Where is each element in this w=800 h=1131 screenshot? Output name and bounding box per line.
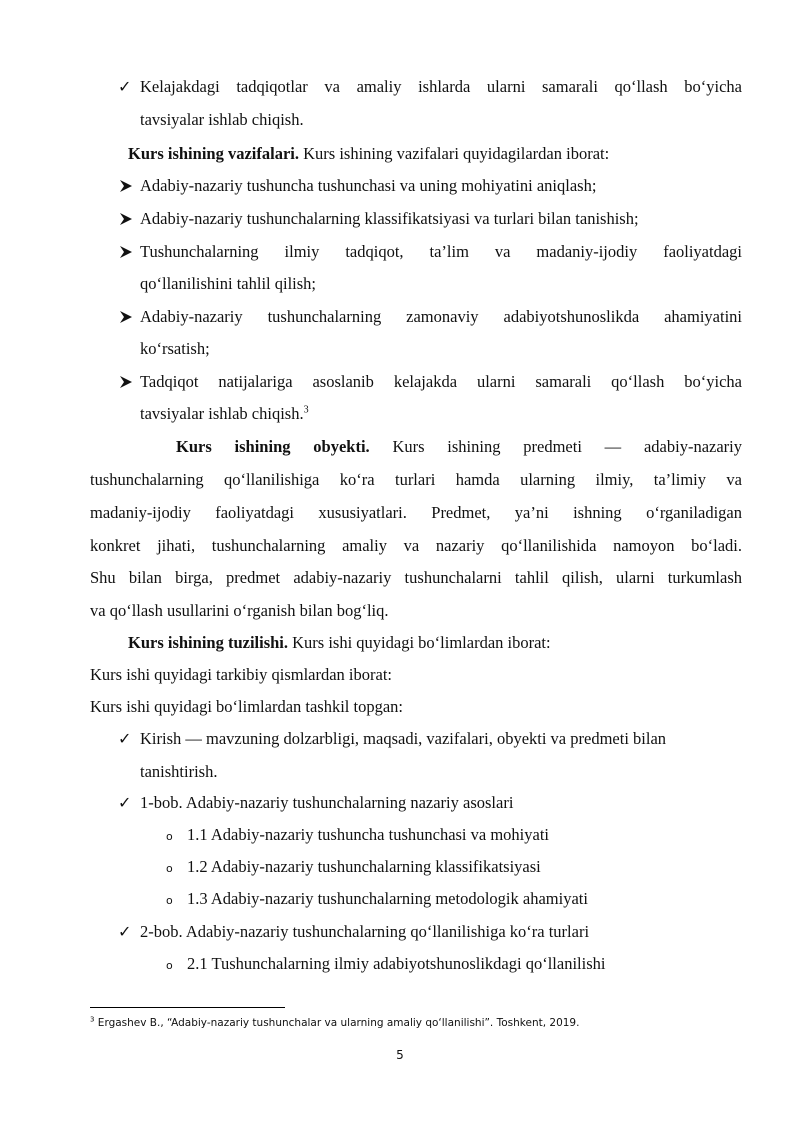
object-line: madaniy-ijodiy faoliyatdagi xususiyatlari. Predmet, ya’ni ishning o‘rganiladigan xyxy=(90,503,742,522)
circle-bullet-icon: o xyxy=(166,862,173,875)
footnote-text: Ergashev B., “Adabiy-nazariy tushunchalar va ularning amaliy qo‘llanilishi”. Toshkent, 2019. xyxy=(94,1017,580,1029)
object-text: Kurs ishining predmeti — adabiy-nazariy xyxy=(369,437,742,456)
outline-item-chapter-2: 2-bob. Adabiy-nazariy tushunchalarning qo‘llanilishiga ko‘ra turlari xyxy=(140,922,590,941)
footnote-number: 3 xyxy=(90,1015,95,1024)
outline-subitem: 2.1 Tushunchalarning ilmiy adabiyotshunoslikdagi qo‘llanilishi xyxy=(187,954,606,973)
task-item: Adabiy-nazariy tushunchalarning zamonaviy adabiyotshunoslikda ahamiyatini xyxy=(140,307,742,326)
arrow-bullet-icon xyxy=(119,307,133,327)
outline-item-chapter-1: 1-bob. Adabiy-nazariy tushunchalarning nazariy asoslari xyxy=(140,793,514,812)
check-icon: ✓ xyxy=(118,729,132,748)
tasks-paragraph xyxy=(128,144,609,164)
page-number: 5 xyxy=(396,1048,404,1062)
object-line: Shu bilan birga, predmet adabiy-nazariy tushunchalarni tahlil qilish, ularni turkumlash xyxy=(90,568,742,587)
outline-subitem: 1.2 Adabiy-nazariy tushunchalarning klassifikatsiyasi xyxy=(187,857,541,876)
tasks-intro: Kurs ishining vazifalari quyidagilardan iborat: xyxy=(298,144,610,163)
outline-item-kirish-cont: tanishtirish. xyxy=(140,762,218,781)
object-paragraph-first-line xyxy=(176,437,742,457)
arrow-bullet-icon xyxy=(119,209,133,229)
goal-item-line: tavsiyalar ishlab chiqish. xyxy=(140,110,304,129)
outline-subitem: 1.1 Adabiy-nazariy tushuncha tushunchasi va mohiyati xyxy=(187,825,550,844)
task-item-cont: qo‘llanilishini tahlil qilish; xyxy=(140,274,316,293)
structure-heading: Kurs ishining tuzilishi. xyxy=(128,633,289,652)
circle-bullet-icon: o xyxy=(166,894,173,907)
check-icon: ✓ xyxy=(118,793,132,812)
structure-intro: Kurs ishi quyidagi bo‘limlardan iborat: xyxy=(288,633,551,652)
task-item-text: tavsiyalar ishlab chiqish. xyxy=(140,404,304,423)
goal-item-line: Kelajakdagi tadqiqotlar va amaliy ishlarda ularni samarali qo‘llash bo‘yicha xyxy=(140,77,742,96)
circle-bullet-icon: o xyxy=(166,959,173,972)
object-heading: Kurs ishining obyekti. xyxy=(176,437,370,456)
outline-item-kirish: Kirish — mavzuning dolzarbligi, maqsadi, vazifalari, obyekti va predmeti bilan xyxy=(140,729,667,748)
arrow-bullet-icon xyxy=(119,372,133,392)
task-item: Adabiy-nazariy tushunchalarning klassifikatsiyasi va turlari bilan tanishish; xyxy=(140,209,639,228)
tasks-heading: Kurs ishining vazifalari. xyxy=(128,144,299,163)
footnote xyxy=(90,1016,579,1030)
object-line: tushunchalarning qo‘llanilishiga ko‘ra turlari hamda ularning ilmiy, ta’limiy va xyxy=(90,470,742,489)
structure-line: Kurs ishi quyidagi bo‘limlardan tashkil topgan: xyxy=(90,697,404,716)
check-icon: ✓ xyxy=(118,922,132,941)
structure-paragraph xyxy=(128,633,551,653)
arrow-bullet-icon xyxy=(119,242,133,262)
footnote-ref: 3 xyxy=(303,404,309,416)
arrow-bullet-icon xyxy=(119,176,133,196)
footnote-separator xyxy=(90,1007,285,1008)
task-item: Tushunchalarning ilmiy tadqiqot, ta’lim va madaniy-ijodiy faoliyatdagi xyxy=(140,242,742,261)
object-line: va qo‘llash usullarini o‘rganish bilan bog‘liq. xyxy=(90,601,389,620)
check-icon: ✓ xyxy=(118,77,132,96)
task-item: Adabiy-nazariy tushuncha tushunchasi va uning mohiyatini aniqlash; xyxy=(140,176,597,195)
task-item-cont: ko‘rsatish; xyxy=(140,339,210,358)
task-item-cont xyxy=(140,404,309,424)
outline-subitem: 1.3 Adabiy-nazariy tushunchalarning metodologik ahamiyati xyxy=(187,889,588,908)
task-item: Tadqiqot natijalariga asoslanib kelajakda ularni samarali qo‘llash bo‘yicha xyxy=(140,372,742,391)
structure-line: Kurs ishi quyidagi tarkibiy qismlardan iborat: xyxy=(90,665,392,684)
object-line: konkret jihati, tushunchalarning amaliy va nazariy qo‘llanilishida namoyon bo‘ladi. xyxy=(90,536,742,555)
circle-bullet-icon: o xyxy=(166,830,173,843)
